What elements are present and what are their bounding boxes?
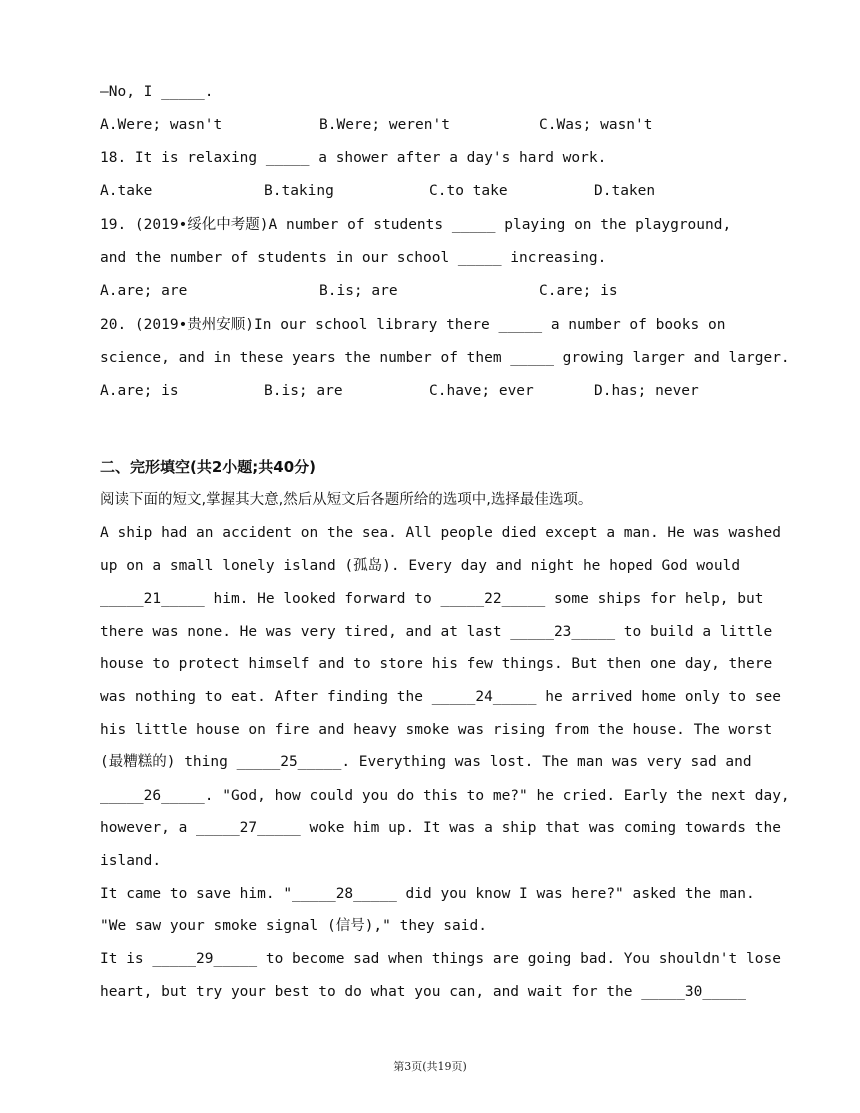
q18-option-b: B.taking <box>264 183 334 199</box>
q17-option-b: B.Were; weren't <box>319 117 450 133</box>
q19-stem-line-2: and the number of students in our school _____ increasing. <box>100 250 607 266</box>
passage-line: heart, but try your best to do what you can, and wait for the _____30_____ <box>100 984 747 1000</box>
q20-option-a: A.are; is <box>100 383 179 399</box>
q18-option-a: A.take <box>100 183 153 199</box>
q19-option-b: B.is; are <box>319 283 398 299</box>
q19-stem-line-1: 19. (2019•绥化中考题)A number of students _____ playing on the playground, <box>100 217 732 233</box>
passage-line: house to protect himself and to store his few things. But then one day, there <box>100 656 773 672</box>
q20-stem-line-2: science, and in these years the number of them _____ growing larger and larger. <box>100 350 790 366</box>
q19-option-c: C.are; is <box>539 283 618 299</box>
passage-line: was nothing to eat. After finding the _____24_____ he arrived home only to see <box>100 689 781 705</box>
passage-line: island. <box>100 853 162 869</box>
q17-answer-line: —No, I _____. <box>100 84 214 100</box>
passage-line: (最糟糕的) thing _____25_____. Everything was lost. The man was very sad and <box>100 754 752 770</box>
q18-option-c: C.to take <box>429 183 508 199</box>
q19-option-a: A.are; are <box>100 283 188 299</box>
passage-line: his little house on fire and heavy smoke was rising from the house. The worst <box>100 722 773 738</box>
passage-line: however, a _____27_____ woke him up. It was a ship that was coming towards the <box>100 820 781 836</box>
page-footer: 第3页(共19页) <box>393 1060 467 1073</box>
q18-option-d: D.taken <box>594 183 656 199</box>
q18-stem: 18. It is relaxing _____ a shower after a day's hard work. <box>100 150 607 166</box>
q20-stem-line-1: 20. (2019•贵州安顺)In our school library there _____ a number of books on <box>100 317 726 333</box>
passage-line: _____21_____ him. He looked forward to _____22_____ some ships for help, but <box>100 591 764 607</box>
q20-option-c: C.have; ever <box>429 383 534 399</box>
q17-option-c: C.Was; wasn't <box>539 117 653 133</box>
passage-line: "We saw your smoke signal (信号)," they said. <box>100 918 487 934</box>
passage-line: there was none. He was very tired, and at last _____23_____ to build a little <box>100 624 773 640</box>
passage-line: It came to save him. "_____28_____ did you know I was here?" asked the man. <box>100 886 755 902</box>
q20-option-b: B.is; are <box>264 383 343 399</box>
passage-line: _____26_____. "God, how could you do this to me?" he cried. Early the next day, <box>100 788 790 804</box>
passage-line: up on a small lonely island (孤岛). Every day and night he hoped God would <box>100 558 741 574</box>
section-heading: 二、完形填空(共2小题;共40分) <box>100 458 317 476</box>
passage-line: It is _____29_____ to become sad when things are going bad. You shouldn't lose <box>100 951 781 967</box>
q20-option-d: D.has; never <box>594 383 699 399</box>
section-instruction: 阅读下面的短文,掌握其大意,然后从短文后各题所给的选项中,选择最佳选项。 <box>100 492 593 508</box>
q17-option-a: A.Were; wasn't <box>100 117 223 133</box>
passage-line: A ship had an accident on the sea. All people died except a man. He was washed <box>100 525 781 541</box>
